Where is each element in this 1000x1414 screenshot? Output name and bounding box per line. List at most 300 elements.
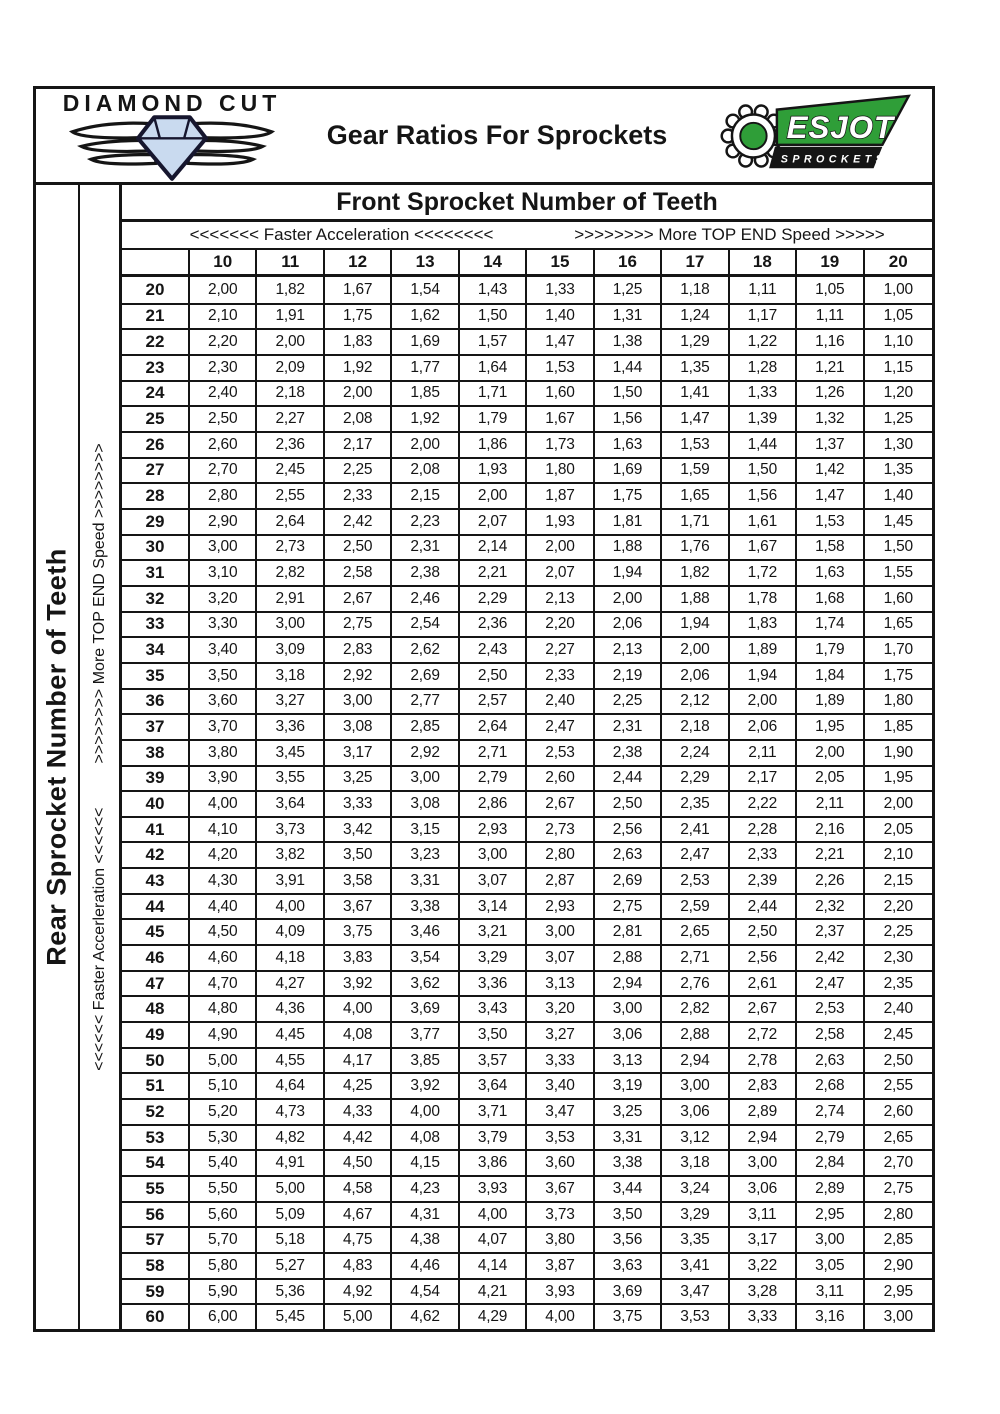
ratio-cell: 2,20 [190,330,257,354]
ratio-cell: 1,73 [527,433,594,457]
rear-teeth-header: 35 [122,664,190,688]
ratio-cell: 3,75 [595,1305,662,1329]
ratio-cell: 3,28 [730,1280,797,1304]
ratio-cell: 2,88 [595,946,662,970]
header-banner [33,86,935,185]
ratio-cell: 1,00 [883,280,913,298]
ratio-cell: 4,67 [325,1203,392,1227]
ratio-cell: 2,05 [883,820,913,838]
table-row [122,482,932,508]
table-row [122,1278,932,1304]
ratio-cell: 3,41 [662,1254,729,1278]
ratio-cell: 2,64 [257,510,324,534]
ratio-cell: 2,93 [460,818,527,842]
ratio-cell: 2,00 [257,330,324,354]
ratio-cell: 1,63 [595,433,662,457]
ratio-cell: 3,16 [797,1305,864,1329]
ratio-cell: 1,72 [730,561,797,585]
ratio-cell: 3,00 [883,1308,913,1326]
ratio-cell: 1,39 [730,407,797,431]
ratio-cell: 1,41 [662,382,729,406]
corner-cell [122,250,190,274]
ratio-cell: 2,80 [190,484,257,508]
ratio-cell: 3,00 [730,1151,797,1175]
rear-teeth-header: 45 [122,920,190,944]
ratio-cell: 2,07 [527,561,594,585]
rear-teeth-header: 27 [122,459,190,483]
ratio-cell: 2,63 [595,843,662,867]
table-row [122,1303,932,1329]
rear-teeth-header: 40 [122,792,190,816]
ratio-cell: 1,11 [797,305,864,329]
ratio-cell: 1,24 [662,305,729,329]
table-row [122,636,932,662]
table-row [122,611,932,637]
ratio-cell: 1,42 [797,459,864,483]
ratio-cell: 4,08 [392,1126,459,1150]
ratio-cell: 2,75 [883,1179,913,1197]
table-row [122,1124,932,1150]
ratio-cell: 2,39 [730,869,797,893]
ratio-cell: 2,17 [730,767,797,791]
winged-diamond-icon [63,114,281,182]
ratio-cell: 5,36 [257,1280,324,1304]
ratio-cell: 3,80 [190,741,257,765]
esjot-logo [716,94,912,178]
rear-teeth-header: 54 [122,1151,190,1175]
table-row [122,457,932,483]
ratio-cell: 1,61 [730,510,797,534]
ratio-cell: 3,10 [190,561,257,585]
ratio-cell: 1,50 [883,538,913,556]
ratio-cell: 1,47 [797,484,864,508]
ratio-cell: 3,09 [257,638,324,662]
ratio-cell: 2,94 [595,972,662,996]
rear-teeth-header: 37 [122,715,190,739]
esjot-sprocket-icon [716,94,912,178]
ratio-cell: 2,42 [325,510,392,534]
ratio-cell: 2,30 [883,948,913,966]
ratio-cell: 1,58 [797,536,864,560]
ratio-cell: 1,37 [797,433,864,457]
rear-teeth-header: 58 [122,1254,190,1278]
ratio-cell: 2,00 [730,690,797,714]
ratio-cell: 2,20 [527,613,594,637]
ratio-cell: 3,92 [325,972,392,996]
ratio-cell: 2,81 [595,920,662,944]
ratio-cell: 3,50 [325,843,392,867]
ratio-cell: 1,91 [257,305,324,329]
ratio-cell: 3,71 [460,1100,527,1124]
ratio-cell: 4,00 [190,792,257,816]
ratio-cell: 1,78 [730,587,797,611]
ratio-cell: 2,08 [325,407,392,431]
ratio-cell: 2,50 [730,920,797,944]
ratio-cell: 2,38 [392,561,459,585]
ratio-cell: 2,69 [595,869,662,893]
ratio-cell: 2,25 [883,923,913,941]
ratio-cell: 2,58 [797,1023,864,1047]
ratio-cell: 1,63 [797,561,864,585]
ratio-cell: 2,00 [662,638,729,662]
front-teeth-header: 19 [797,250,864,274]
ratio-cell: 1,21 [797,356,864,380]
table-row [122,508,932,534]
rear-teeth-header: 55 [122,1177,190,1201]
ratio-cell: 3,00 [392,767,459,791]
ratio-cell: 2,93 [527,895,594,919]
ratio-cell: 2,57 [460,690,527,714]
ratio-cell: 1,35 [662,356,729,380]
ratio-cell: 4,00 [460,1203,527,1227]
table-row [122,405,932,431]
ratio-cell: 1,05 [883,307,913,325]
ratio-cell: 1,38 [595,330,662,354]
rear-axis-title: Rear Sprocket Number of Teeth [41,548,72,966]
ratio-cell: 1,16 [797,330,864,354]
ratio-cell: 2,82 [257,561,324,585]
table-row [122,867,932,893]
ratio-cell: 2,62 [392,638,459,662]
ratio-cell: 1,92 [325,356,392,380]
ratio-cell: 1,70 [883,641,913,659]
ratio-cell: 3,91 [257,869,324,893]
ratio-cell: 2,00 [392,433,459,457]
table-row [122,1252,932,1278]
ratio-cell: 4,45 [257,1023,324,1047]
accel-direction-label: <<<<<<< Faster Acceleration <<<<<<<< [189,225,494,244]
ratio-cell: 2,46 [392,587,459,611]
ratio-cell: 1,71 [460,382,527,406]
ratio-cell: 3,93 [527,1280,594,1304]
ratio-cell: 1,55 [883,564,913,582]
ratio-cell: 2,00 [325,382,392,406]
ratio-cell: 3,31 [392,869,459,893]
ratio-cell: 2,60 [190,433,257,457]
ratio-cell: 2,63 [797,1049,864,1073]
ratio-cell: 3,11 [797,1280,864,1304]
ratio-cell: 1,50 [595,382,662,406]
ratio-cell: 3,80 [527,1228,594,1252]
ratio-cell: 1,47 [662,407,729,431]
ratio-cell: 1,54 [392,277,459,303]
ratio-cell: 1,35 [883,461,913,479]
ratio-cell: 3,00 [527,920,594,944]
ratio-cell: 3,23 [392,843,459,867]
ratio-cell: 2,31 [392,536,459,560]
front-teeth-header: 18 [730,250,797,274]
ratio-cell: 1,84 [797,664,864,688]
ratio-cell: 1,40 [527,305,594,329]
ratio-cell: 2,36 [460,613,527,637]
ratio-cell: 1,93 [460,459,527,483]
ratio-cell: 4,42 [325,1126,392,1150]
ratio-cell: 3,06 [662,1100,729,1124]
ratio-cell: 2,80 [527,843,594,867]
ratio-cell: 2,83 [325,638,392,662]
ratio-cell: 2,40 [883,1000,913,1018]
ratio-cell: 1,74 [797,613,864,637]
ratio-cell: 4,55 [257,1049,324,1073]
ratio-cell: 5,00 [325,1305,392,1329]
ratio-cell: 4,82 [257,1126,324,1150]
ratio-cell: 3,17 [325,741,392,765]
ratio-cell: 3,58 [325,869,392,893]
ratio-cell: 2,79 [797,1126,864,1150]
ratio-cell: 2,65 [883,1128,913,1146]
ratio-cell: 2,78 [730,1049,797,1073]
ratio-cell: 2,67 [325,587,392,611]
ratio-cell: 4,20 [190,843,257,867]
ratio-cell: 2,59 [662,895,729,919]
ratio-cell: 2,73 [527,818,594,842]
rear-teeth-header: 59 [122,1280,190,1304]
ratio-cell: 4,73 [257,1100,324,1124]
ratio-cell: 2,56 [730,946,797,970]
ratio-cell: 2,65 [662,920,729,944]
ratio-cell: 5,18 [257,1228,324,1252]
ratio-cell: 3,62 [392,972,459,996]
ratio-cell: 3,25 [595,1100,662,1124]
ratio-cell: 1,86 [460,433,527,457]
ratio-cell: 1,47 [527,330,594,354]
ratio-cell: 2,79 [460,767,527,791]
ratio-cell: 3,50 [595,1203,662,1227]
ratio-cell: 2,71 [662,946,729,970]
ratio-cell: 2,75 [595,895,662,919]
ratio-cell: 2,61 [730,972,797,996]
ratio-cell: 2,54 [392,613,459,637]
ratio-cell: 1,81 [595,510,662,534]
ratio-cell: 1,64 [460,356,527,380]
ratio-cell: 2,92 [325,664,392,688]
ratio-cell: 2,18 [257,382,324,406]
ratio-cell: 3,27 [257,690,324,714]
ratio-cell: 2,73 [257,536,324,560]
rear-teeth-header: 49 [122,1023,190,1047]
ratio-cell: 2,68 [797,1074,864,1098]
ratio-cell: 1,26 [797,382,864,406]
ratio-cell: 2,13 [527,587,594,611]
ratio-cell: 2,53 [527,741,594,765]
ratio-cell: 1,22 [730,330,797,354]
ratio-cell: 2,70 [190,459,257,483]
table-row [122,328,932,354]
ratio-cell: 3,00 [257,613,324,637]
ratio-cell: 1,94 [595,561,662,585]
table-row [122,765,932,791]
ratio-cell: 1,40 [883,487,913,505]
ratio-cell: 3,13 [527,972,594,996]
ratio-cell: 1,88 [662,587,729,611]
ratio-cell: 2,86 [460,792,527,816]
ratio-cell: 1,94 [662,613,729,637]
ratio-cell: 3,42 [325,818,392,842]
ratio-cell: 2,53 [797,997,864,1021]
table-row [122,918,932,944]
main-table-frame [33,185,935,1332]
ratio-cell: 3,00 [662,1074,729,1098]
ratio-cell: 3,00 [595,997,662,1021]
ratio-cell: 4,17 [325,1049,392,1073]
ratio-cell: 2,00 [883,794,913,812]
ratio-cell: 1,76 [662,536,729,560]
table-row [122,688,932,714]
ratio-cell: 1,85 [392,382,459,406]
ratio-cell: 4,50 [325,1151,392,1175]
ratio-cell: 1,50 [460,305,527,329]
ratio-cell: 3,83 [325,946,392,970]
ratio-cell: 5,90 [190,1280,257,1304]
rear-teeth-header: 21 [122,305,190,329]
ratio-cell: 3,14 [460,895,527,919]
ratio-cell: 1,67 [527,407,594,431]
ratio-cell: 4,25 [325,1074,392,1098]
ratio-cell: 3,73 [257,818,324,842]
ratio-cell: 1,45 [883,512,913,530]
ratio-cell: 3,07 [460,869,527,893]
ratio-cell: 2,80 [883,1205,913,1223]
ratio-cell: 3,38 [392,895,459,919]
ratio-cell: 1,90 [883,743,913,761]
ratio-cell: 4,00 [257,895,324,919]
ratio-cell: 4,08 [325,1023,392,1047]
ratio-cell: 2,90 [190,510,257,534]
ratio-cell: 1,31 [595,305,662,329]
svg-text:SPROCKETS: SPROCKETS [780,152,888,165]
ratio-cell: 2,50 [883,1051,913,1069]
rear-teeth-header: 43 [122,869,190,893]
ratio-cell: 2,12 [662,690,729,714]
ratio-cell: 1,89 [730,638,797,662]
rear-teeth-header: 31 [122,561,190,585]
ratio-cell: 2,75 [325,613,392,637]
rear-teeth-header: 53 [122,1126,190,1150]
ratio-cell: 3,86 [460,1151,527,1175]
ratio-cell: 2,28 [730,818,797,842]
ratio-cell: 3,36 [257,715,324,739]
ratio-cell: 2,32 [797,895,864,919]
ratio-cell: 3,70 [190,715,257,739]
ratio-cell: 4,00 [527,1305,594,1329]
ratio-cell: 3,69 [595,1280,662,1304]
ratio-cell: 1,94 [730,664,797,688]
table-row [122,995,932,1021]
ratio-cell: 1,85 [883,718,913,736]
ratio-cell: 4,50 [190,920,257,944]
ratio-cell: 2,00 [797,741,864,765]
ratio-cell: 1,69 [392,330,459,354]
rear-teeth-header: 34 [122,638,190,662]
ratio-cell: 3,17 [730,1228,797,1252]
ratio-cell: 3,00 [325,690,392,714]
ratio-cell: 4,64 [257,1074,324,1098]
rear-teeth-header: 52 [122,1100,190,1124]
ratio-cell: 2,69 [392,664,459,688]
ratio-cell: 2,10 [883,846,913,864]
rear-teeth-header: 26 [122,433,190,457]
ratio-cell: 1,80 [527,459,594,483]
rear-teeth-header: 41 [122,818,190,842]
ratio-cell: 1,88 [595,536,662,560]
ratio-cell: 1,33 [527,277,594,303]
ratio-cell: 3,55 [257,767,324,791]
rear-teeth-header: 38 [122,741,190,765]
table-row [122,534,932,560]
ratio-cell: 1,75 [595,484,662,508]
ratio-cell: 2,47 [662,843,729,867]
ratio-cell: 1,79 [460,407,527,431]
table-subtitle-row [122,222,932,250]
rear-axis-column [36,185,80,1329]
ratio-cell: 2,18 [662,715,729,739]
ratio-cell: 3,63 [595,1254,662,1278]
rear-teeth-header: 36 [122,690,190,714]
rear-teeth-header: 60 [122,1305,190,1329]
ratio-cell: 2,09 [257,356,324,380]
ratio-cell: 3,07 [527,946,594,970]
ratio-cell: 3,05 [797,1254,864,1278]
ratio-cell: 2,24 [662,741,729,765]
ratio-cell: 3,45 [257,741,324,765]
ratio-cell: 1,25 [883,410,913,428]
ratio-cell: 4,38 [392,1228,459,1252]
ratio-cell: 2,17 [325,433,392,457]
ratio-cell: 2,05 [797,767,864,791]
ratio-cell: 5,00 [257,1177,324,1201]
rear-teeth-header: 51 [122,1074,190,1098]
table-row [122,303,932,329]
ratio-cell: 2,21 [797,843,864,867]
ratio-cell: 1,32 [797,407,864,431]
ratio-cell: 1,59 [662,459,729,483]
ratio-cell: 3,90 [190,767,257,791]
ratio-cell: 3,73 [527,1203,594,1227]
rear-teeth-header: 50 [122,1049,190,1073]
ratio-cell: 1,65 [883,615,913,633]
ratio-cell: 1,67 [325,277,392,303]
ratio-cell: 2,89 [730,1100,797,1124]
table-row [122,790,932,816]
ratio-cell: 4,27 [257,972,324,996]
ratio-cell: 2,27 [257,407,324,431]
ratio-cell: 2,25 [595,690,662,714]
table-row [122,1072,932,1098]
ratio-cell: 2,82 [662,997,729,1021]
ratio-cell: 4,70 [190,972,257,996]
front-teeth-header: 16 [595,250,662,274]
table-row [122,739,932,765]
table-row [122,1047,932,1073]
ratio-cell: 3,75 [325,920,392,944]
ratio-cell: 2,42 [797,946,864,970]
rear-teeth-header: 29 [122,510,190,534]
ratio-cell: 2,37 [797,920,864,944]
ratio-cell: 1,43 [460,277,527,303]
rear-teeth-header: 46 [122,946,190,970]
table-row [122,431,932,457]
rear-teeth-header: 30 [122,536,190,560]
ratio-cell: 1,15 [883,358,913,376]
ratio-cell: 1,75 [325,305,392,329]
ratio-cell: 1,83 [325,330,392,354]
front-teeth-header: 20 [888,252,908,271]
ratio-cell: 2,30 [190,356,257,380]
table-row [122,816,932,842]
ratio-cell: 2,76 [662,972,729,996]
ratio-cell: 1,44 [730,433,797,457]
ratio-cell: 4,14 [460,1254,527,1278]
